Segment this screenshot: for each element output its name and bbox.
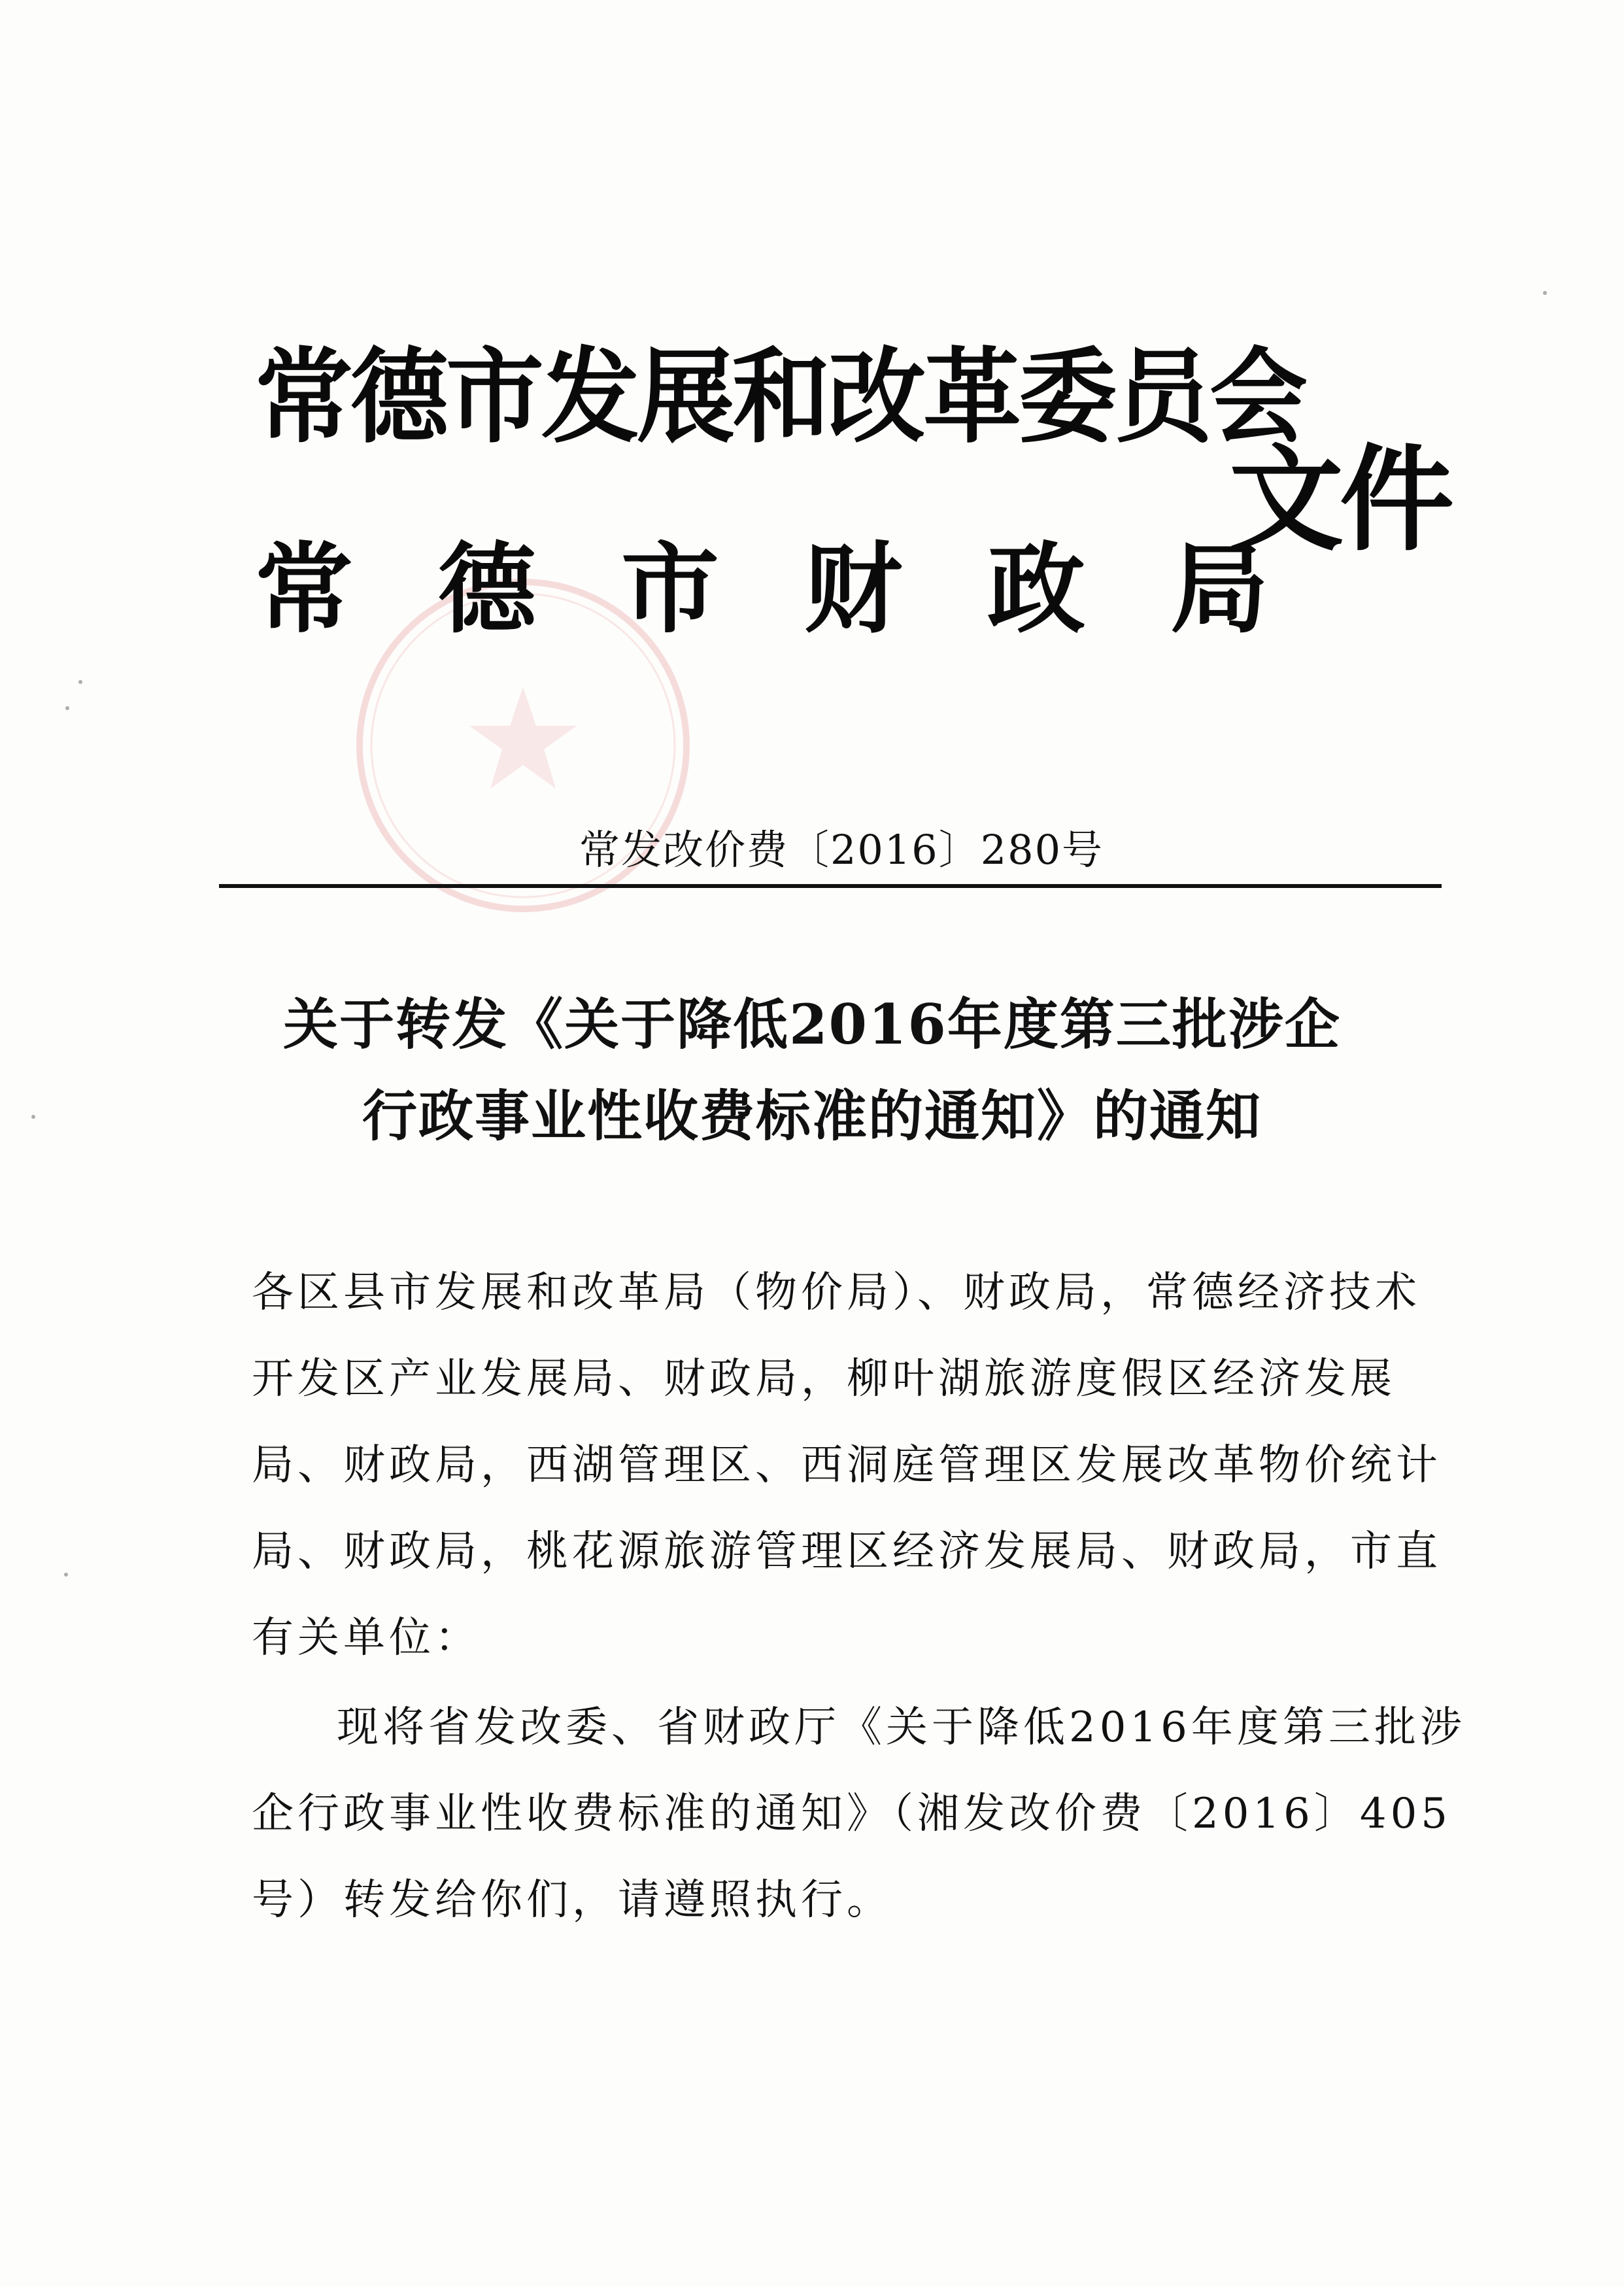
scan-speckle [1543, 291, 1547, 295]
document-title-line-1: 关于转发《关于降低2016年度第三批涉企 [283, 992, 1341, 1057]
scan-speckle [31, 1115, 35, 1119]
addressee-line: 各区县市发展和改革局（物价局）、财政局，常德经济技术 [252, 1269, 1421, 1317]
addressee-line: 有关单位： [252, 1614, 481, 1662]
scan-speckle [78, 680, 82, 684]
issuer-line-2: 常德市财政局 [255, 532, 1354, 647]
addressee-line: 局、财政局，桃花源旅游管理区经济发展局、财政局，市直 [252, 1527, 1442, 1576]
document-type-suffix: 文件 [1229, 433, 1450, 567]
addressee-line: 开发区产业发展局、财政局，柳叶湖旅游度假区经济发展 [252, 1355, 1396, 1403]
content-line: 企行政事业性收费标准的通知》（湘发改价费〔2016〕405 [252, 1790, 1452, 1838]
content-line: 现将省发改委、省财政厅《关于降低2016年度第三批涉 [337, 1703, 1466, 1752]
scan-speckle [65, 706, 69, 710]
addressee-line: 局、财政局，西湖管理区、西洞庭管理区发展改革物价统计 [252, 1441, 1442, 1490]
document-number: 常发改价费〔2016〕280号 [579, 826, 1104, 874]
scan-speckle [64, 1573, 68, 1577]
header-divider [219, 884, 1442, 888]
issuer-line-1: 常德市发展和改革委员会 [255, 336, 1306, 458]
document-title-line-2: 行政事业性收费标准的通知》的通知 [362, 1083, 1262, 1148]
content-line: 号）转发给你们，请遵照执行。 [252, 1876, 892, 1924]
